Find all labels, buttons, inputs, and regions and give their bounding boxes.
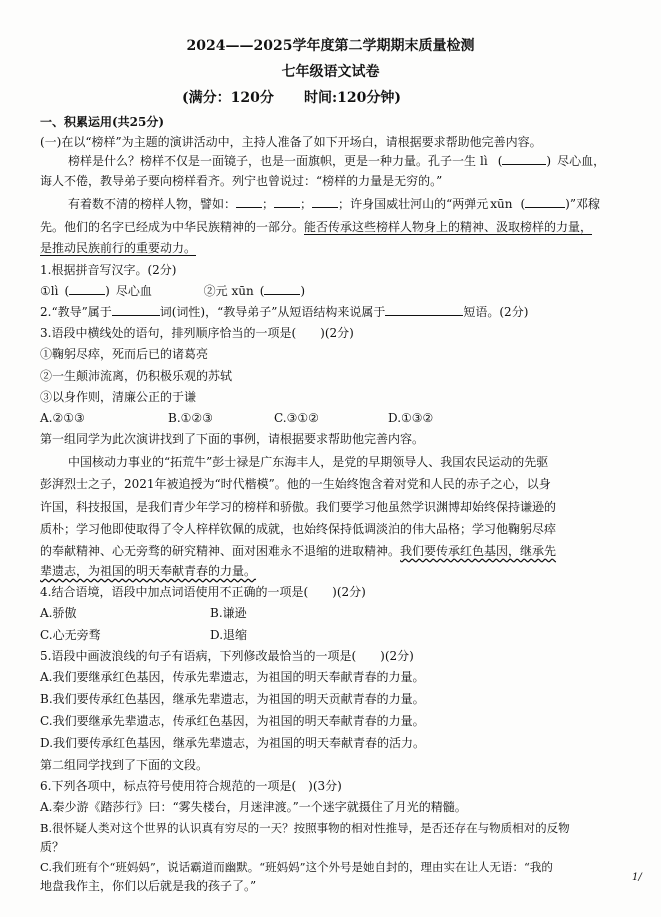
question-5: 5.语段中画波浪线的句子有语病，下列修改最恰当的一项是( )(2分) [40, 649, 414, 663]
question-3-option[interactable]: C.③①② [274, 411, 319, 425]
group-2-intro: 第二组同学找到了下面的文段。 [40, 758, 209, 772]
question-3: 3.语段中横线处的语句，排列顺序恰当的一项是( )(2分) [40, 326, 354, 340]
question-4-option[interactable]: B.谦逊 [210, 606, 247, 620]
question-5-option[interactable]: D.我们要传承红色基因，继承先辈遗志，为祖国的明天奉献青春的活力。 [40, 736, 426, 750]
question-6-option[interactable]: A.秦少游《踏莎行》曰：“雾失楼台，月迷津渡。”一个迷字就摄住了月光的精髓。 [40, 800, 467, 814]
question-3-sentence: ③以身作则，清廉公正的于谦 [40, 390, 197, 404]
answer-blank[interactable] [112, 304, 160, 316]
question-4: 4.结合语境，语段中加点词语使用不正确的一项是( )(2分) [40, 585, 366, 599]
exam-subtitle: 七年级语文试卷 [281, 64, 380, 80]
section-heading: 一、积累运用(共25分) [40, 115, 165, 129]
question-6: 6.下列各项中，标点符号使用符合规范的一项是( )(3分) [40, 779, 342, 793]
answer-blank[interactable] [274, 196, 300, 208]
passage-line: 诲人不倦，教导弟子要向榜样看齐。列宁也曾说过：“榜样的力量是无穷的。” [40, 174, 443, 188]
exam-duration: 时间:120分钟) [304, 90, 402, 106]
case-line: 辈遗志，为祖国的明天奉献青春的力量。 [40, 564, 257, 578]
passage-line: 是推动民族前行的重要动力。 [40, 241, 197, 255]
exam-title: 2024——2025学年度第二学期期末质量检测 [186, 38, 475, 54]
case-line: 彭湃烈士之子，2021年被追授为“时代楷模”。他的一生始终饱含着对党和人民的赤子之心，以身 [40, 477, 551, 491]
case-line: 中国核动力事业的“拓荒牛”彭士禄是广东海丰人，是党的早期领导人、我国农民运动的先驱 [68, 455, 549, 469]
answer-blank[interactable] [385, 304, 463, 316]
question-6-option-cont: 地盘我作主，你们以后就是我的孩子了。” [40, 879, 257, 893]
exam-full-score: (满分：120分 [182, 90, 274, 106]
question-4-option[interactable]: A.骄傲 [40, 606, 77, 620]
question-2: 2.“教导”属于 词(词性)，“教导弟子”从短语结构来说属于 短语。(2分) [40, 305, 529, 319]
question-4-option[interactable]: C.心无旁骛 [40, 628, 101, 642]
question-3-sentence: ②一生颠沛流离，仍积极乐观的苏轼 [40, 369, 233, 383]
answer-blank[interactable] [312, 196, 338, 208]
question-3-sentence: ①鞠躬尽瘁，死而后已的诸葛亮 [40, 347, 209, 361]
page-number: 1/ [632, 872, 642, 883]
question-6-option[interactable]: B.很怀疑人类对这个世界的认识真有穷尽的一天？按照事物的相对性推导，是否还存在与物质相对的反物 [40, 821, 570, 835]
question-3-option[interactable]: B.①②③ [168, 411, 213, 425]
question-3-option[interactable]: A.②①③ [40, 411, 85, 425]
case-line: 质朴；学习他即使取得了令人梓样钦佩的成就，也始终保持低调淡泊的伟大品格；学习他鞠躬尽瘁 [40, 522, 557, 536]
question-6-option-cont: 质？ [40, 840, 65, 854]
question-5-option[interactable]: B.我们要传承红色基因，继承先辈遗志，为祖国的明天贡献青春的力量。 [40, 692, 425, 706]
question-5-option[interactable]: C.我们要继承先辈遗志，传承红色基因，为祖国的明天奉献青春的力量。 [40, 714, 425, 728]
question-1: 1.根据拼音写汉字。(2分) [40, 263, 177, 277]
passage-line: 先。他们的名字已经成为中华民族精神的一部分。能否传承这些榜样人物身上的精神、汲取榜样的力量， [40, 220, 593, 234]
question-4-option[interactable]: D.退缩 [210, 628, 248, 642]
answer-blank[interactable] [69, 283, 105, 295]
part1-intro: (一)在以“榜样”为主题的演讲活动中，主持人准备了如下开场白，请根据要求帮助他完善内容。 [40, 135, 542, 149]
case-line: 的奉献精神、心无旁骛的研究精神、面对困难永不退缩的进取精神。我们要传承红色基因，继承先 [40, 544, 557, 558]
answer-blank[interactable] [236, 196, 262, 208]
passage-line: 有着数不清的榜样人物，譬如： ； ； ；许身国威壮河山的“两弹元 xūn ( )”邓稼 [68, 197, 600, 211]
question-5-option[interactable]: A.我们要继承红色基因，传承先辈遗志，为祖国的明天奉献青春的力量。 [40, 670, 425, 684]
answer-blank[interactable] [264, 283, 300, 295]
question-6-option[interactable]: C.我们班有个“班妈妈”，说话霸道而幽默。“班妈妈”这个外号是她自封的，理由实在让人无语：“我的 [40, 860, 553, 874]
passage-line: 榜样是什么？榜样不仅是一面镜子，也是一面旗帜，更是一种力量。孔子一生 lì ( ) 尽心血， [68, 154, 606, 168]
group-1-intro: 第一组同学为此次演讲找到了下面的事例，请根据要求帮助他完善内容。 [40, 432, 425, 446]
case-line: 许国，科技报国，是我们青少年学习的榜样和骄傲。我们要学习他虽然学识渊博却始终保持谦逊的 [40, 500, 557, 514]
question-1-items: ①lì ( ) 尽心血 ②元 xūn ( ) [40, 284, 306, 298]
question-3-option[interactable]: D.①③② [388, 411, 434, 425]
